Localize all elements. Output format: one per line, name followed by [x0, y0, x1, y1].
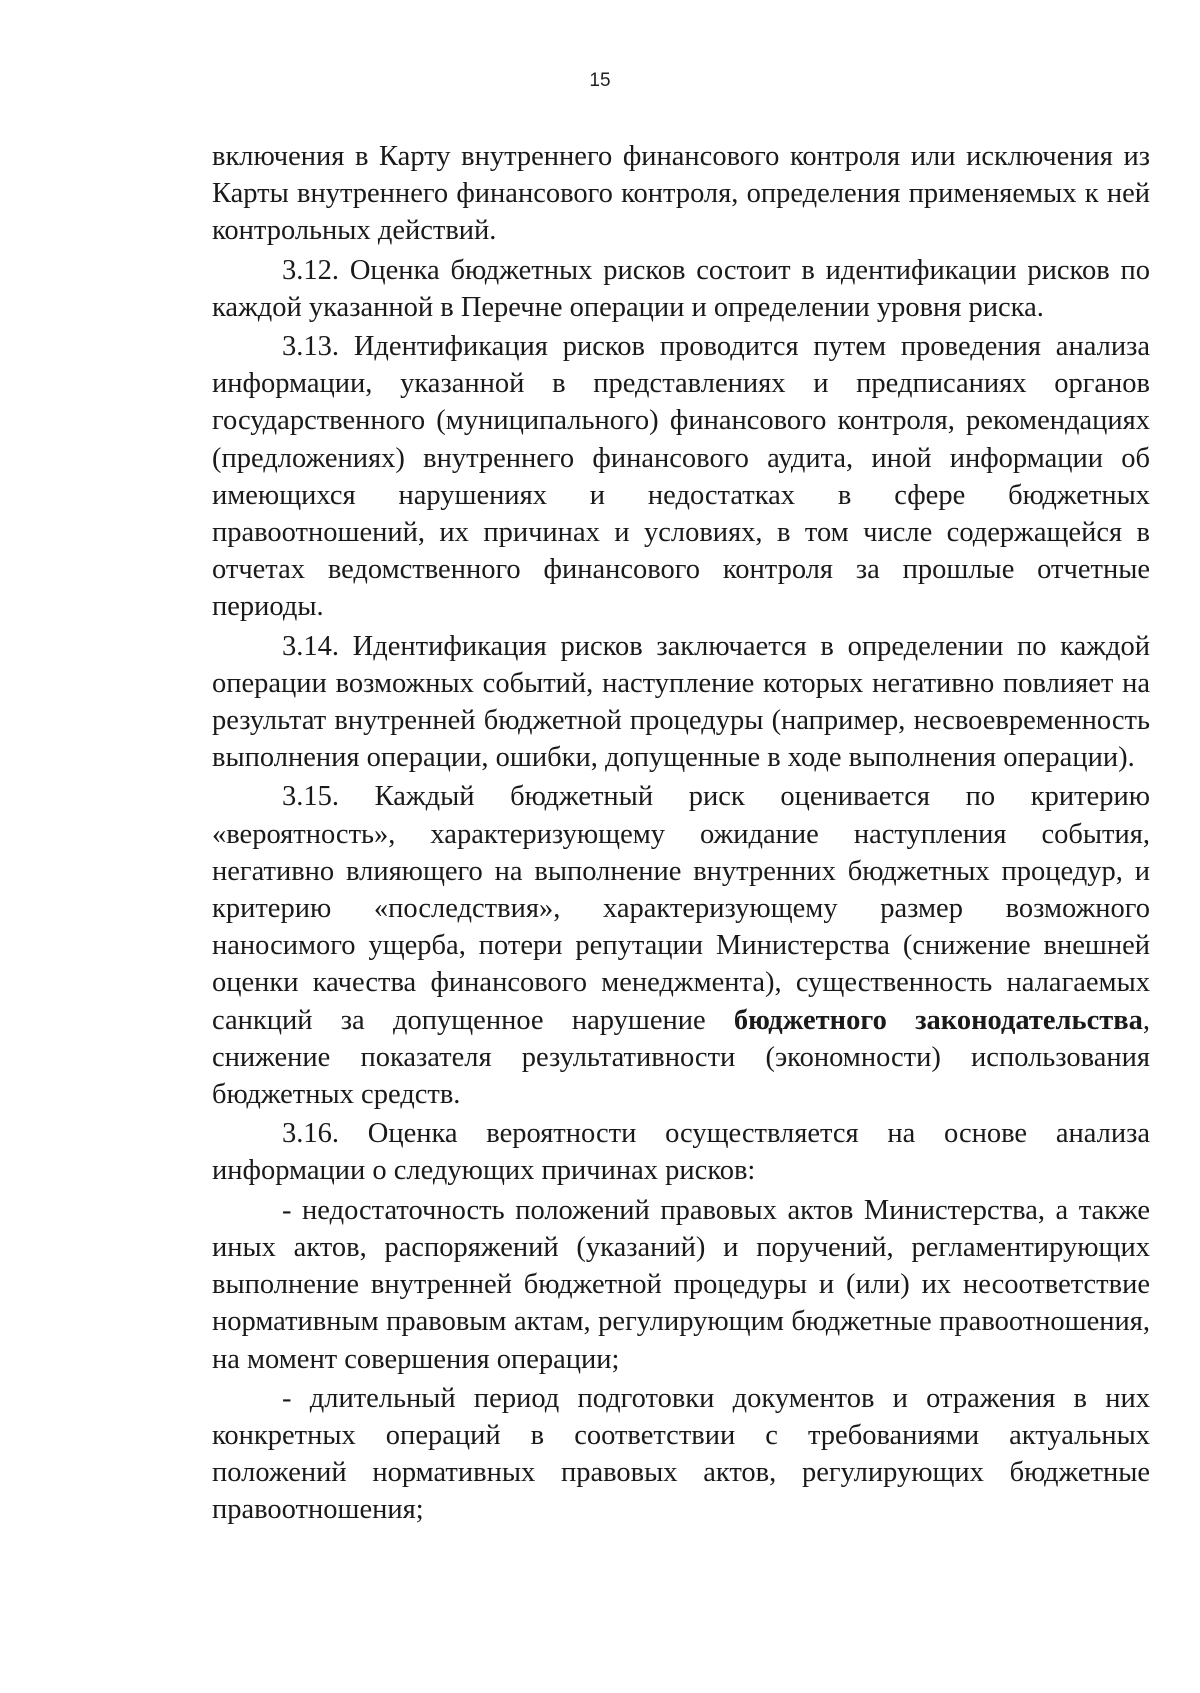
paragraph-3-12: 3.12. Оценка бюджетных рисков состоит в идентификации рисков по каждой указанной в Перечне операции и определении уровня риска.: [212, 254, 1150, 323]
paragraph-3-16: 3.16. Оценка вероятности осуществляется на основе анализа информации о следующих причинах рисков:: [212, 1118, 1150, 1187]
paragraph-3-13: 3.13. Идентификация рисков проводится путем проведения анализа информации, указанной в представлениях и предписаниях органов государственного (муниципального) финансового контроля, рекомендациях (предложениях) внутреннего финансового аудита, иной информации об имеющихся нарушениях и недостатках в сфере бюджетных правоотношений, их причинах и условиях, в том числе содержащейся в отчетах ведомственного финансового контроля за прошлые отчетные периоды.: [212, 331, 1150, 623]
list-item-1: - недостаточность положений правовых актов Министерства, а также иных актов, распоряжений (указаний) и поручений, регламентирующих выполнение внутренней бюджетной процедуры и (или) их несоответствие нормативным правовым актам, регулирующим бюджетные правоотношения, на момент совершения операции;: [212, 1194, 1150, 1375]
page-number: 15: [589, 70, 611, 91]
list-item-2: - длительный период подготовки документов и отражения в них конкретных операций в соответствии с требованиями актуальных положений нормативных правовых актов, регулирующих бюджетные правоотношения;: [212, 1382, 1150, 1526]
paragraph-3-15-text: 3.15. Каждый бюджетный риск оценивается по критерию «вероятность», характеризующему ожидание наступления события, негативно влияющего на выполнение внутренних бюджетных процедур, и критерию «последствия», характеризующему размер возможного наносимого ущерба, потери репутации Министерства (снижение внешней оценки качества финансового менеджмента), существенность налагаемых санкций за допущенное нарушение: [212, 781, 1150, 1036]
document-body: [212, 138, 1150, 1529]
paragraph-3-14: 3.14. Идентификация рисков заключается в определении по каждой операции возможных событий, наступление которых негативно повлияет на результат внутренней бюджетной процедуры (например, несвоевременность выполнения операции, ошибки, допущенные в ходе выполнения операции).: [212, 630, 1150, 774]
bold-phrase: бюджетного законодательства: [733, 1004, 1143, 1036]
paragraph-continuation: включения в Карту внутреннего финансового контроля или исключения из Карты внутреннего финансового контроля, определения применяемых к ней контрольных действий.: [212, 141, 1150, 247]
paragraph-3-15-tail: , снижение показателя результативности (экономности) использования бюджетных средств.: [212, 1004, 1150, 1111]
paragraph-3-15: [212, 778, 1150, 1113]
